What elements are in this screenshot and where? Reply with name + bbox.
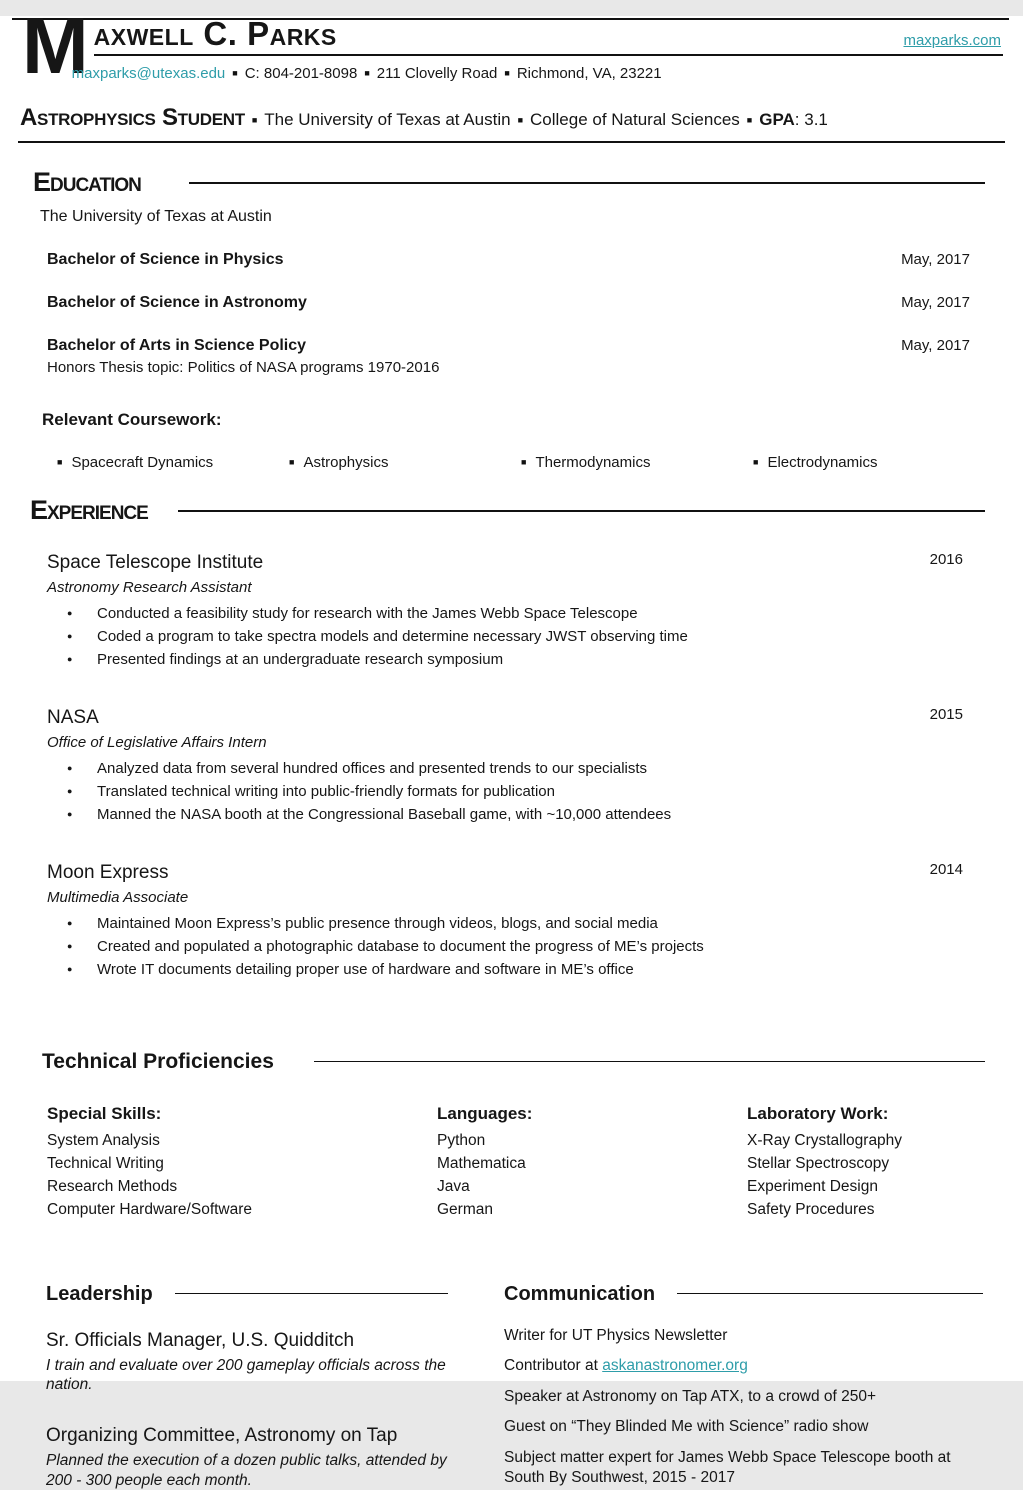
bullet-item: ● Created and populated a photographic database to document the progress of ME’s projects xyxy=(47,938,963,956)
degree-row xyxy=(47,251,970,269)
degree-title: Bachelor of Science in Astronomy xyxy=(47,294,307,312)
bullet-item: ● Maintained Moon Express’s public presence through videos, blogs, and social media xyxy=(47,915,963,933)
job-title: Office of Legislative Affairs Intern xyxy=(47,734,267,752)
communication-entry: Subject matter expert for James Webb Space Telescope booth at South By Southwest, 2015 - 2017 xyxy=(504,1448,951,1487)
education-heading xyxy=(33,169,985,196)
lab-item: Experiment Design xyxy=(747,1178,878,1196)
course-item xyxy=(289,454,521,471)
experience-item xyxy=(47,552,963,669)
tagline-university: The University of Texas at Austin xyxy=(264,110,511,130)
section-rule xyxy=(175,1293,448,1294)
bullet-item: ● Analyzed data from several hundred offices and presented trends to our specialists xyxy=(47,760,963,778)
coursework-label: Relevant Coursework: xyxy=(42,410,222,430)
experience-year: 2014 xyxy=(929,861,963,879)
lab-item: Stellar Spectroscopy xyxy=(747,1155,890,1173)
communication-list xyxy=(504,1326,983,1489)
bullet-list xyxy=(47,760,963,824)
square-separator-icon: ■ xyxy=(232,68,238,79)
website-link[interactable]: maxparks.com xyxy=(903,32,1001,49)
column-title: Languages: xyxy=(437,1104,533,1124)
degree-date: May, 2017 xyxy=(901,294,970,312)
company-name: NASA xyxy=(47,707,99,729)
experience-year: 2015 xyxy=(929,706,963,724)
section-title: Experience xyxy=(30,495,148,526)
bottom-columns xyxy=(46,1284,983,1490)
bullet-item: ● Translated technical writing into public-friendly formats for publication xyxy=(47,783,963,801)
square-separator-icon: ■ xyxy=(364,68,370,79)
square-separator-icon: ■ xyxy=(251,115,258,126)
gpa-label: GPA xyxy=(759,110,795,130)
languages-column xyxy=(437,1104,747,1220)
section-rule xyxy=(677,1293,983,1294)
experience-year: 2016 xyxy=(929,551,963,569)
degree-title: Bachelor of Arts in Science Policy xyxy=(47,337,307,355)
bullet-item: ● Wrote IT documents detailing proper use of hardware and software in ME’s office xyxy=(47,961,963,979)
phone: C: 804-201-8098 xyxy=(244,65,358,83)
course-item xyxy=(521,454,753,471)
leadership-description: I train and evaluate over 200 gameplay officials across the nation. xyxy=(46,1356,446,1394)
technical-columns xyxy=(47,1104,983,1220)
degree-date: May, 2017 xyxy=(901,337,970,355)
city-state-zip: Richmond, VA, 23221 xyxy=(516,65,662,83)
email-link[interactable]: maxparks@utexas.edu xyxy=(71,65,226,83)
section-title: Leadership xyxy=(46,1282,153,1305)
leadership-description: Planned the execution of a dozen public talks, attended by 200 - 300 people each month. xyxy=(46,1452,447,1489)
degree-title: Bachelor of Science in Physics xyxy=(47,251,284,269)
education-section xyxy=(0,169,1023,471)
experience-heading xyxy=(30,497,985,524)
course-label: Thermodynamics xyxy=(535,454,651,472)
experience-item xyxy=(47,862,963,979)
square-bullet-icon: ■ xyxy=(57,457,63,468)
entry-prefix: Contributor at xyxy=(504,1357,603,1375)
company-name: Moon Express xyxy=(47,862,169,884)
course-label: Spacecraft Dynamics xyxy=(71,454,214,472)
column-title: Special Skills: xyxy=(47,1104,162,1124)
section-rule xyxy=(189,182,985,184)
job-title: Multimedia Associate xyxy=(47,889,189,907)
degree-row xyxy=(47,294,970,312)
bullet-list xyxy=(47,605,963,669)
leadership-section xyxy=(46,1284,448,1490)
lab-item: Safety Procedures xyxy=(747,1201,875,1219)
technical-section xyxy=(0,1051,1023,1220)
square-bullet-icon: ■ xyxy=(753,457,759,468)
section-title: Communication xyxy=(504,1282,656,1305)
school-name: The University of Texas at Austin xyxy=(40,208,272,226)
tagline xyxy=(20,104,1003,132)
laboratory-column xyxy=(747,1104,983,1220)
square-separator-icon: ■ xyxy=(517,115,523,126)
street-address: 211 Clovelly Road xyxy=(376,65,498,83)
tagline-title: Astrophysics Student xyxy=(20,104,245,132)
square-bullet-icon: ■ xyxy=(289,457,295,468)
header-divider xyxy=(18,141,1005,143)
section-rule xyxy=(178,510,985,512)
header xyxy=(22,1,1003,90)
square-separator-icon: ■ xyxy=(746,115,753,126)
tagline-college: College of Natural Sciences xyxy=(530,110,740,130)
language-item: Java xyxy=(437,1178,470,1196)
bullet-item: ● Coded a program to take spectra models and determine necessary JWST observing time xyxy=(47,628,963,646)
communication-entry: Guest on “They Blinded Me with Science” radio show xyxy=(504,1418,869,1436)
skill-item: Research Methods xyxy=(47,1178,178,1196)
lab-item: X-Ray Crystallography xyxy=(747,1132,903,1150)
coursework-list xyxy=(57,454,985,471)
leadership-entry xyxy=(46,1425,448,1490)
bullet-item: ● Manned the NASA booth at the Congressional Baseball game, with ~10,000 attendees xyxy=(47,806,963,824)
resume-page xyxy=(0,1,1023,1489)
name-dropcap: M xyxy=(22,1,87,90)
communication-heading xyxy=(504,1284,983,1304)
communication-entry: Speaker at Astronomy on Tap ATX, to a crowd of 250+ xyxy=(504,1387,877,1405)
leadership-heading xyxy=(46,1284,448,1304)
skill-item: Technical Writing xyxy=(47,1155,164,1173)
section-rule xyxy=(314,1061,985,1062)
skills-column xyxy=(47,1104,437,1220)
technical-heading xyxy=(42,1051,985,1072)
skill-item: System Analysis xyxy=(47,1132,160,1150)
section-title: Technical Proficiencies xyxy=(42,1050,274,1074)
course-label: Electrodynamics xyxy=(767,454,878,472)
bullet-item: ● Presented findings at an undergraduate research symposium xyxy=(47,651,963,669)
leadership-role: Sr. Officials Manager, U.S. Quidditch xyxy=(46,1329,355,1351)
language-item: Mathematica xyxy=(437,1155,526,1173)
communication-entry: Writer for UT Physics Newsletter xyxy=(504,1326,728,1344)
contact-line xyxy=(72,56,1003,82)
gpa-value: : 3.1 xyxy=(794,110,828,130)
communication-entry xyxy=(504,1356,983,1376)
course-item xyxy=(753,454,985,471)
communication-section xyxy=(504,1284,983,1490)
askanastronomer-link[interactable]: askanastronomer.org xyxy=(602,1357,748,1375)
language-item: Python xyxy=(437,1132,486,1150)
course-label: Astrophysics xyxy=(303,454,389,472)
leadership-role: Organizing Committee, Astronomy on Tap xyxy=(46,1425,398,1446)
bullet-list xyxy=(47,915,963,979)
column-title: Laboratory Work: xyxy=(747,1104,889,1124)
section-title: Education xyxy=(33,167,141,198)
job-title: Astronomy Research Assistant xyxy=(47,579,252,597)
language-item: German xyxy=(437,1201,493,1219)
skill-item: Computer Hardware/Software xyxy=(47,1201,253,1219)
company-name: Space Telescope Institute xyxy=(47,552,264,574)
experience-item xyxy=(47,707,963,824)
degree-note: Honors Thesis topic: Politics of NASA programs 1970-2016 xyxy=(47,359,440,377)
course-item xyxy=(57,454,289,471)
square-bullet-icon: ■ xyxy=(521,457,527,468)
leadership-entry xyxy=(46,1330,448,1395)
degree-date: May, 2017 xyxy=(901,251,970,269)
experience-section xyxy=(0,497,1023,979)
page-title: axwell C. Parks xyxy=(93,15,337,52)
square-separator-icon: ■ xyxy=(504,68,510,79)
bullet-item: ● Conducted a feasibility study for research with the James Webb Space Telescope xyxy=(47,605,963,623)
degree-row xyxy=(47,337,970,376)
